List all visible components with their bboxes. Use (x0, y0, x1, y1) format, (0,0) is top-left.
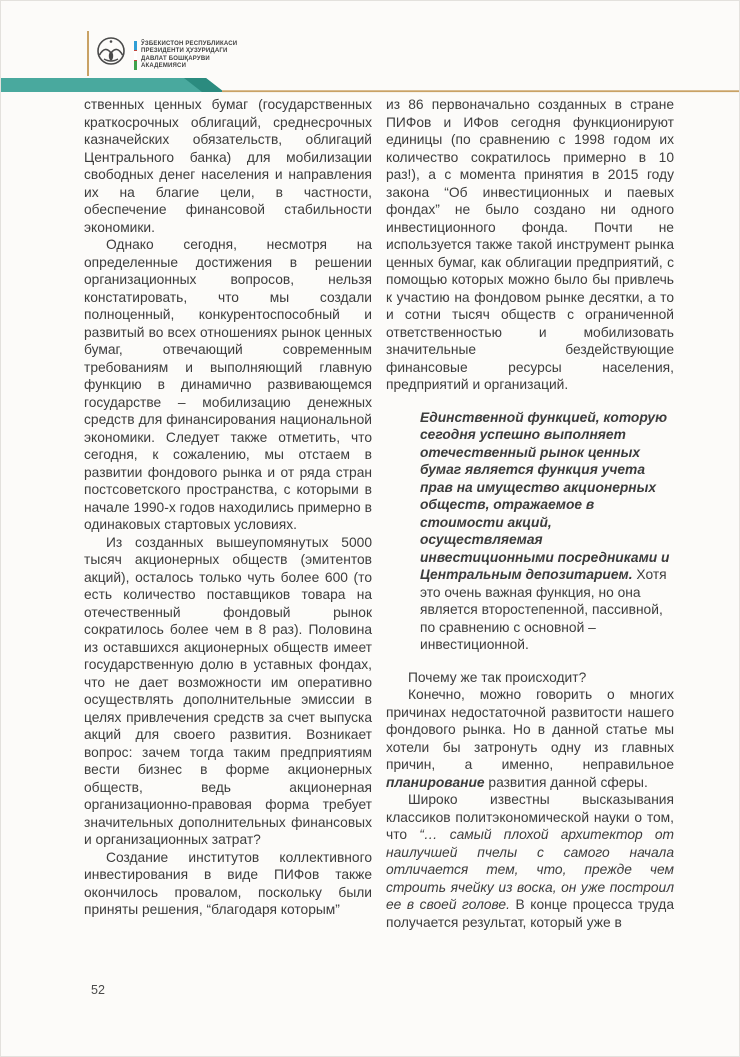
paragraph (386, 96, 674, 394)
text-segment: из 86 первоначально созданных в стране ПИФов и ИФов сегодня функционируют единицы (по сравнению с 1998 годом их количество сократилось примерно в 10 раз!), а с момента принятия в 2015 году закона “Об инвестиционных и паевых фондах” не было создано ни одного инвестиционного фонда. Почти не используется также такой инструмент рынка ценных бумаг, как облигации предприятий, с помощью которых можно было бы привлечь к участию на фондовом рынке десятки, а то и сотни тысяч обществ с ограниченной ответственностью и мобилизовать значительные бездействующие финансовые ресурсы населения, предприятий и организаций. (386, 97, 674, 392)
right-column (386, 96, 674, 931)
text-segment: развития данной сферы. (484, 774, 648, 790)
quote-paragraph (420, 409, 674, 654)
state-emblem-icon (96, 34, 126, 66)
text-segment: Хотя это очень важная функция, но она является второстепенной, пассивной, по сравнению с основной – инвестиционной. (420, 567, 667, 652)
text-segment: Единственной функцией, которую сегодня успешно выполняет отечественный рынок ценных бумаг является функция учета прав на имущество акционерных обществ, отражаемое в стоимости акций, осуществляемая инвестиционными посредниками и Центральным депозитарием. (420, 409, 670, 582)
paragraph (84, 96, 372, 236)
logo-divider-rule (87, 31, 89, 76)
text-segment: Широко известны высказывания классиков политэкономической науки о том, что (386, 792, 674, 842)
paragraph (84, 236, 372, 534)
academy-name-line: ЎЗБЕКИСТОН РЕСПУБЛИКАСИ (141, 41, 238, 47)
left-column (84, 96, 372, 931)
text-segment: ственных ценных бумаг (государственных краткосрочных облигаций, среднесрочных казначейских обязательств, облигаций Центрального банка) для мобилизации свободных денег населения и направления их на благие цели, в частности, обеспечение финансовой стабильности экономики. (84, 97, 372, 235)
flag-and-name (134, 41, 237, 70)
text-segment: Создание институтов коллективного инвестирования в виде ПИФов также окончилось провалом, поскольку были приняты решения, “благодаря которым” (84, 849, 372, 917)
paragraph (84, 534, 372, 849)
text-segment: Конечно, можно говорить о многих причинах недостаточной развитости нашего фондового рынка. Но в данной статье мы хотели бы затронуть одну из главных причин, а именно, неправильное (386, 687, 674, 772)
text-segment: планирование (386, 774, 485, 790)
text-segment: Из созданных вышеупомянутых 5000 тысяч акционерных обществ (эмитентов акций), осталось только чуть более 600 (то есть количество поставщиков товара на отечественный фондовый рынок сократилось более чем в 8 раз). Половина из оставшихся акционерных обществ имеет государственную долю в уставных фондах, что не дает возможности им оперативно осуществлять дополнительные эмиссии в целях привлечения средств за счет выпуска акций для своего развития. Возникает вопрос: зачем тогда таким предприятиям вести бизнес в форме акционерных обществ, ведь акционерная организационно-правовая форма требует значительных дополнительных финансовых и организационных затрат? (84, 534, 372, 847)
academy-name-line: ДАВЛАТ БОШҚАРУВИ (141, 55, 210, 62)
header-band (1, 78, 740, 94)
uzbek-flag-icon (134, 41, 137, 70)
page-number: 52 (91, 983, 105, 997)
text-segment: Почему же так происходит? (408, 669, 587, 685)
article-body (84, 96, 674, 931)
paragraph (386, 791, 674, 931)
paragraph (84, 849, 372, 919)
text-segment: Однако сегодня, несмотря на определенные достижения в решении организационных вопросов, нельзя констатировать, что мы создали полноценный, конкурентоспособный и развитый во всех отношениях рынок ценных бумаг, отвечающий современным требованиям и выполняющий главную функцию в динамично развивающемся государстве – мобилизацию денежных средств для финансирования национальной экономики. Следует также отметить, что сегодня, к сожалению, мы отстаем в развитии фондового рынка и от ряда стран постсоветского пространства, с которыми в начале 1990-х годов находились примерно в одинаковых стартовых условиях. (84, 237, 372, 532)
paragraph (386, 669, 674, 687)
academy-name-line: АКАДЕМИЯСИ (141, 62, 187, 69)
text-segment: “… самый плохой архитектор от наилучшей пчелы с самого начала отличается тем, что, прежде чем строить ячейку из воска, он уже построил ее в своей голове. (386, 827, 675, 912)
paragraph (386, 686, 674, 791)
academy-name-line: ПРЕЗИДЕНТИ ҲУЗУРИДАГИ (141, 48, 228, 55)
academy-name (141, 41, 237, 70)
academy-logo-block (87, 31, 237, 76)
text-segment: В конце процесса труда получается результат, который уже в (386, 897, 674, 930)
